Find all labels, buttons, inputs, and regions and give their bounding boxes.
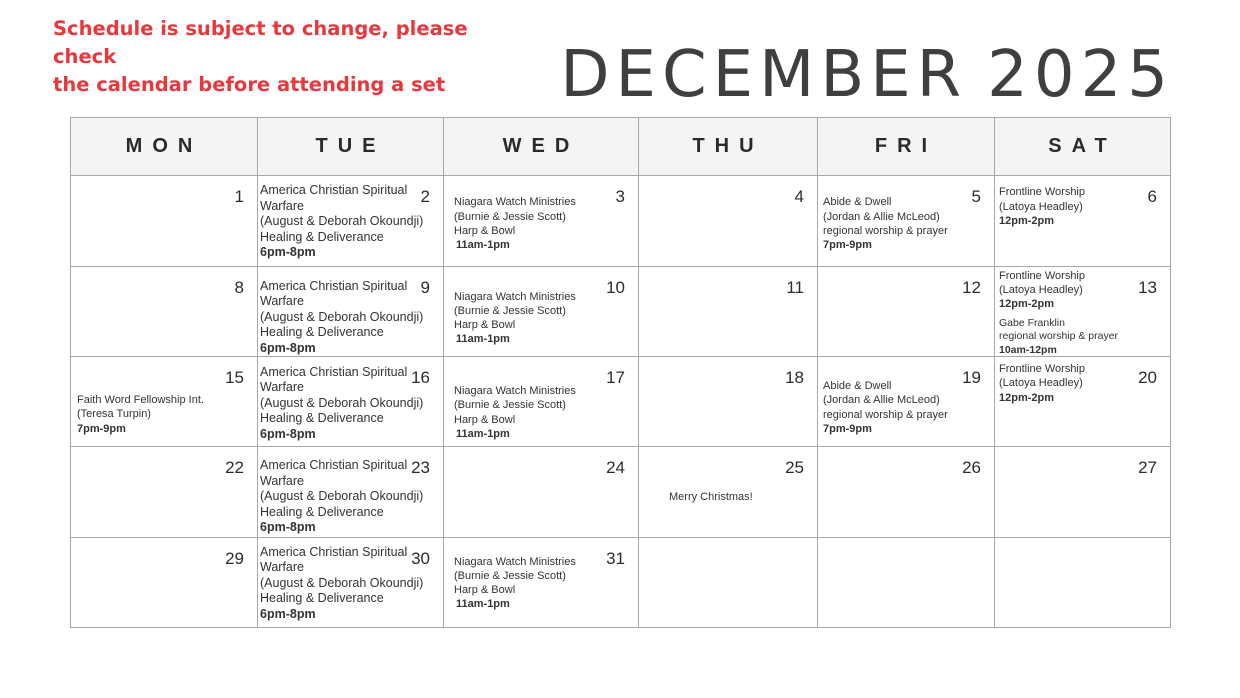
day-cell bbox=[818, 266, 995, 356]
notice-line-1: Schedule is subject to change, please check bbox=[53, 17, 468, 68]
event-hosts: (Burnie & Jessie Scott) bbox=[454, 569, 566, 582]
event-type: Healing & Deliverance bbox=[260, 229, 384, 244]
day-cell bbox=[995, 356, 1171, 446]
day-cell bbox=[639, 176, 818, 266]
day-number: 9 bbox=[420, 277, 430, 297]
day-cell bbox=[818, 447, 995, 537]
event-frontline-worship bbox=[999, 185, 1085, 228]
event-title: Niagara Watch Ministries bbox=[454, 290, 576, 303]
event-hosts: (August & Deborah Okoundji) bbox=[260, 395, 424, 410]
event-time: 6pm-8pm bbox=[260, 340, 316, 355]
event-christmas bbox=[669, 490, 753, 504]
event-hosts: (August & Deborah Okoundji) bbox=[260, 309, 424, 324]
event-america-christian bbox=[260, 458, 423, 536]
year: 2025 bbox=[987, 38, 1174, 112]
event-america-christian bbox=[260, 279, 423, 357]
event-title-cont: Warfare bbox=[260, 294, 304, 309]
event-title: Frontline Worship bbox=[999, 269, 1085, 282]
day-number: 18 bbox=[785, 367, 804, 387]
event-type: regional worship & prayer bbox=[999, 330, 1119, 343]
weekday-fri: FRI bbox=[818, 118, 995, 176]
event-niagara-watch bbox=[454, 195, 576, 252]
event-title-cont: Warfare bbox=[260, 473, 304, 488]
day-cell bbox=[639, 447, 818, 537]
event-title: America Christian Spiritual bbox=[260, 458, 408, 473]
event-time: 11am-1pm bbox=[456, 598, 510, 611]
event-time: 11am-1pm bbox=[456, 239, 510, 252]
day-number: 25 bbox=[785, 458, 804, 478]
day-cell bbox=[71, 266, 258, 356]
day-number: 19 bbox=[962, 367, 981, 387]
day-number: 20 bbox=[1138, 367, 1157, 387]
event-time: 6pm-8pm bbox=[260, 606, 316, 621]
event-type: Harp & Bowl bbox=[454, 319, 516, 332]
event-type: Healing & Deliverance bbox=[260, 591, 384, 606]
event-america-christian bbox=[260, 545, 423, 623]
event-type: regional worship & prayer bbox=[823, 224, 948, 237]
weekday-thu: THU bbox=[639, 118, 818, 176]
event-hosts: (Burnie & Jessie Scott) bbox=[454, 304, 566, 317]
day-number: 17 bbox=[606, 367, 625, 387]
event-gabe-franklin bbox=[999, 317, 1118, 358]
day-number: 27 bbox=[1138, 458, 1157, 478]
event-title: Abide & Dwell bbox=[823, 379, 892, 392]
event-abide-dwell bbox=[823, 195, 948, 252]
day-cell bbox=[995, 537, 1171, 627]
event-title: Niagara Watch Ministries bbox=[454, 384, 576, 397]
event-title-cont: Warfare bbox=[260, 380, 304, 395]
event-hosts: (Latoya Headley) bbox=[999, 377, 1083, 390]
week-row bbox=[71, 537, 1171, 627]
day-cell bbox=[995, 266, 1171, 356]
day-cell bbox=[258, 356, 444, 446]
day-cell bbox=[444, 176, 639, 266]
weekday-mon: MON bbox=[71, 118, 258, 176]
event-type: regional worship & prayer bbox=[823, 408, 948, 421]
event-america-christian bbox=[260, 183, 423, 261]
event-title: Frontline Worship bbox=[999, 362, 1085, 375]
event-type: Healing & Deliverance bbox=[260, 504, 384, 519]
day-cell bbox=[71, 176, 258, 266]
day-number: 11 bbox=[786, 277, 804, 297]
day-number: 2 bbox=[420, 187, 430, 207]
event-hosts: (August & Deborah Okoundji) bbox=[260, 575, 424, 590]
event-hosts: (Teresa Turpin) bbox=[77, 408, 151, 421]
weekday-wed: WED bbox=[444, 118, 639, 176]
day-number: 5 bbox=[971, 187, 981, 207]
week-row bbox=[71, 176, 1171, 266]
calendar-title bbox=[560, 38, 1174, 112]
event-time: 6pm-8pm bbox=[260, 520, 316, 535]
event-title: Niagara Watch Ministries bbox=[454, 555, 576, 568]
week-row bbox=[71, 266, 1171, 356]
event-hosts: (Latoya Headley) bbox=[999, 200, 1083, 213]
event-hosts: (Burnie & Jessie Scott) bbox=[454, 210, 566, 223]
day-number: 16 bbox=[411, 367, 430, 387]
event-type: Harp & Bowl bbox=[454, 413, 516, 426]
day-cell bbox=[444, 537, 639, 627]
weekday-tue: TUE bbox=[258, 118, 444, 176]
event-type: Healing & Deliverance bbox=[260, 411, 384, 426]
day-number: 1 bbox=[234, 187, 244, 207]
event-hosts: (Jordan & Allie McLeod) bbox=[823, 210, 940, 223]
event-title: Gabe Franklin bbox=[999, 316, 1065, 329]
calendar-grid bbox=[70, 117, 1171, 628]
week-row bbox=[71, 447, 1171, 537]
day-cell bbox=[818, 537, 995, 627]
day-number: 3 bbox=[615, 187, 625, 207]
event-hosts: (Burnie & Jessie Scott) bbox=[454, 399, 566, 412]
day-cell bbox=[818, 356, 995, 446]
event-title: Niagara Watch Ministries bbox=[454, 196, 576, 209]
schedule-notice bbox=[53, 15, 513, 99]
day-cell bbox=[995, 447, 1171, 537]
weekday-header-row bbox=[71, 118, 1171, 176]
event-time: 12pm-2pm bbox=[999, 298, 1055, 311]
event-time: 10am-12pm bbox=[999, 343, 1057, 356]
event-time: 11am-1pm bbox=[456, 427, 510, 440]
event-title: America Christian Spiritual bbox=[260, 183, 408, 198]
month-name: DECEMBER bbox=[560, 38, 968, 112]
event-time: 6pm-8pm bbox=[260, 426, 316, 441]
event-frontline-worship bbox=[999, 362, 1085, 405]
event-time: 7pm-9pm bbox=[823, 422, 872, 435]
event-title: Faith Word Fellowship Int. bbox=[77, 393, 204, 406]
day-cell bbox=[258, 266, 444, 356]
day-number: 15 bbox=[225, 367, 244, 387]
event-niagara-watch bbox=[454, 555, 576, 612]
event-america-christian bbox=[260, 365, 423, 443]
event-faith-word bbox=[77, 393, 204, 436]
day-number: 22 bbox=[225, 458, 244, 478]
day-cell bbox=[444, 356, 639, 446]
event-abide-dwell bbox=[823, 379, 948, 436]
day-cell bbox=[258, 176, 444, 266]
event-hosts: (Jordan & Allie McLeod) bbox=[823, 394, 940, 407]
day-cell bbox=[444, 447, 639, 537]
day-number: 13 bbox=[1138, 277, 1157, 297]
day-number: 24 bbox=[606, 458, 625, 478]
event-time: 11am-1pm bbox=[456, 333, 510, 346]
weekday-sat: SAT bbox=[995, 118, 1171, 176]
day-cell bbox=[639, 356, 818, 446]
event-frontline-worship bbox=[999, 269, 1085, 312]
event-title: Merry Christmas! bbox=[669, 491, 753, 504]
day-cell bbox=[71, 447, 258, 537]
day-number: 8 bbox=[234, 277, 244, 297]
day-cell bbox=[258, 447, 444, 537]
event-time: 12pm-2pm bbox=[999, 391, 1055, 404]
day-number: 23 bbox=[411, 458, 430, 478]
event-time: 7pm-9pm bbox=[77, 422, 126, 435]
day-number: 4 bbox=[794, 187, 804, 207]
day-number: 10 bbox=[606, 277, 625, 297]
event-title: Abide & Dwell bbox=[823, 196, 892, 209]
day-cell bbox=[639, 266, 818, 356]
day-cell bbox=[71, 537, 258, 627]
event-time: 7pm-9pm bbox=[823, 239, 872, 252]
day-cell bbox=[995, 176, 1171, 266]
day-number: 29 bbox=[225, 548, 244, 568]
event-title: America Christian Spiritual bbox=[260, 278, 408, 293]
week-row bbox=[71, 356, 1171, 446]
day-cell bbox=[818, 176, 995, 266]
event-title: Frontline Worship bbox=[999, 186, 1085, 199]
day-number: 6 bbox=[1147, 187, 1157, 207]
event-title: America Christian Spiritual bbox=[260, 364, 408, 379]
notice-line-2: the calendar before attending a set bbox=[53, 73, 446, 96]
day-number: 30 bbox=[411, 548, 430, 568]
event-time: 6pm-8pm bbox=[260, 245, 316, 260]
day-cell bbox=[258, 537, 444, 627]
day-cell bbox=[639, 537, 818, 627]
day-number: 31 bbox=[606, 548, 625, 568]
event-type: Harp & Bowl bbox=[454, 224, 516, 237]
event-hosts: (Latoya Headley) bbox=[999, 283, 1083, 296]
event-hosts: (August & Deborah Okoundji) bbox=[260, 214, 424, 229]
event-title: America Christian Spiritual bbox=[260, 544, 408, 559]
event-title-cont: Warfare bbox=[260, 198, 304, 213]
event-title-cont: Warfare bbox=[260, 560, 304, 575]
event-type: Healing & Deliverance bbox=[260, 325, 384, 340]
event-time: 12pm-2pm bbox=[999, 214, 1055, 227]
event-type: Harp & Bowl bbox=[454, 584, 516, 597]
event-hosts: (August & Deborah Okoundji) bbox=[260, 489, 424, 504]
event-niagara-watch bbox=[454, 290, 576, 347]
day-number: 26 bbox=[962, 458, 981, 478]
day-cell bbox=[444, 266, 639, 356]
day-cell bbox=[71, 356, 258, 446]
day-number: 12 bbox=[962, 277, 981, 297]
event-niagara-watch bbox=[454, 384, 576, 441]
